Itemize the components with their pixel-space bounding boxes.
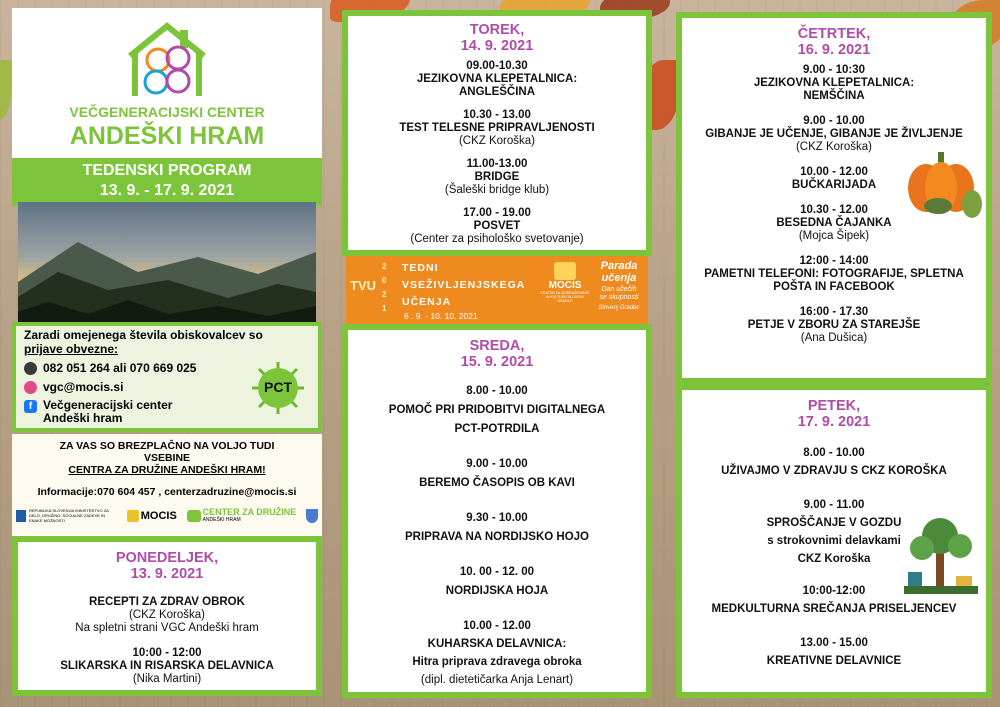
email-icon bbox=[24, 381, 37, 394]
tuesday-event: 09.00-10.30 JEZIKOVNA KLEPETALNICA: ANGLEŠČINA bbox=[416, 60, 578, 98]
phone-number[interactable]: 082 051 264 ali 070 669 025 bbox=[43, 361, 197, 375]
wednesday-event: 10. 00 - 12. 00 NORDIJSKA HOJA bbox=[445, 566, 549, 597]
pct-badge-text: PCT bbox=[264, 379, 292, 395]
mocis-logo: MOCIS bbox=[127, 510, 177, 522]
family-logo-icon bbox=[187, 510, 201, 522]
thursday-event: 9.00 - 10.00 GIBANJE JE UČENJE, GIBANJE JE ŽIVLJENJE (CKZ Koroška) bbox=[705, 115, 963, 153]
mocis-logo-icon bbox=[127, 510, 139, 522]
monday-day: PONEDELJEK, bbox=[115, 550, 219, 566]
parada-logo: Parada učenja Dan učečih se skupnosti Slovenj Gradec bbox=[598, 260, 640, 311]
brand-line-2: ANDEŠKI HRAM bbox=[69, 122, 265, 150]
tuesday-event: 17.00 - 19.00 POSVET (Center za psihološko svetovanje) bbox=[410, 207, 584, 245]
year-digits: 2 0 2 1 bbox=[382, 262, 387, 313]
program-title: TEDENSKI PROGRAM bbox=[82, 162, 252, 179]
mocis-banner-logo: MOCIS CENTER ZA IZOBRAŽEVANJE IN KULTURO SLOVENJ GRADEC bbox=[540, 262, 590, 303]
friday-event: 9.00 - 11.00 SPROŠČANJE V GOZDU s strokovnimi delavkami CKZ Koroška bbox=[766, 499, 902, 565]
facebook-line-1: Večgeneracijski center bbox=[43, 398, 173, 412]
phone-icon bbox=[24, 362, 37, 375]
monday-card bbox=[12, 536, 322, 696]
sponsor-logos bbox=[12, 508, 322, 523]
friday-day: PETEK, bbox=[807, 398, 861, 414]
facebook-icon: f bbox=[24, 400, 37, 413]
program-dates: 13. 9. - 17. 9. 2021 bbox=[99, 182, 235, 199]
slovenia-crest-icon bbox=[16, 510, 26, 522]
brand-line-1: VEČGENERACIJSKI CENTER bbox=[69, 104, 265, 120]
pct-virus-icon bbox=[252, 362, 304, 414]
wednesday-event: 8.00 - 10.00 POMOČ PRI PRIDOBITVI DIGITALNEGA PCT-POTRDILA bbox=[388, 385, 606, 435]
thursday-card bbox=[676, 12, 992, 384]
wednesday-day: SREDA, bbox=[469, 338, 525, 354]
tuesday-date: 14. 9. 2021 bbox=[460, 38, 534, 54]
municipality-crest-icon bbox=[306, 509, 318, 523]
wednesday-date: 15. 9. 2021 bbox=[460, 354, 534, 370]
thursday-event: 16:00 - 17.30 PETJE V ZBORU ZA STAREJŠE (Ana Dušica) bbox=[747, 306, 921, 344]
tvu-dates: 6 . 9. - 10. 10. 2021 bbox=[404, 311, 478, 321]
free-line-2: VSEBINE bbox=[143, 452, 191, 464]
monday-event: 10:00 - 12:00 SLIKARSKA IN RISARSKA DELAVNICA (Nika Martini) bbox=[60, 647, 274, 685]
ministry-logo: REPUBLIKA SLOVENIJA MINISTRSTVO ZA DELO, DRUŽINO, SOCIALNE ZADEVE IN ENAKE MOŽNOSTI bbox=[16, 508, 117, 523]
contact-box bbox=[12, 322, 322, 432]
monday-date: 13. 9. 2021 bbox=[130, 566, 204, 582]
facebook-link[interactable] bbox=[43, 399, 172, 425]
wednesday-event: 10.00 - 12.00 KUHARSKA DELAVNICA: Hitra priprava zdravega obroka (dipl. dietetičarka Anja Lenart) bbox=[412, 620, 582, 686]
mountain-photo bbox=[18, 202, 316, 322]
thursday-event: 10.30 - 12.00 BESEDNA ČAJANKA (Mojca Šipek) bbox=[776, 204, 892, 242]
notice-line-2: prijave obvezne: bbox=[24, 342, 119, 356]
wednesday-event: 9.30 - 10.00 PRIPRAVA NA NORDIJSKO HOJO bbox=[404, 512, 590, 543]
friday-event: 8.00 - 10.00 UŽIVAJMO V ZDRAVJU S CKZ KOROŠKA bbox=[721, 447, 947, 477]
free-line-1: ZA VAS SO BREZPLAČNO NA VOLJO TUDI bbox=[59, 440, 275, 452]
program-band bbox=[12, 158, 322, 206]
friday-date: 17. 9. 2021 bbox=[797, 414, 871, 430]
tuesday-event: 11.00-13.00 BRIDGE (Šaleški bridge klub) bbox=[444, 158, 550, 196]
thursday-event: 10.00 - 12.00 BUČKARIJADA bbox=[791, 166, 877, 191]
tuesday-card bbox=[342, 10, 652, 256]
wednesday-event: 9.00 - 10.00 BEREMO ČASOPIS OB KAVI bbox=[419, 458, 575, 489]
free-content-box bbox=[12, 434, 322, 536]
thursday-event: 12:00 - 14:00 PAMETNI TELEFONI: FOTOGRAFIJE, SPLETNA POŠTA IN FACEBOOK bbox=[704, 255, 964, 293]
tvu-banner bbox=[346, 256, 648, 324]
free-line-3: CENTRA ZA DRUŽINE ANDEŠKI HRAM! bbox=[68, 464, 266, 476]
facebook-line-2: Andeški hram bbox=[43, 411, 123, 425]
info-line: Informacije:070 604 457 , centerzadruzine@mocis.si bbox=[37, 486, 297, 498]
house-logo bbox=[124, 18, 210, 98]
thursday-event: 9.00 - 10:30 JEZIKOVNA KLEPETALNICA: NEMŠČINA bbox=[753, 64, 915, 102]
friday-card bbox=[676, 384, 992, 698]
tuesday-day: TOREK, bbox=[469, 22, 525, 38]
tuesday-event: 10.30 - 13.00 TEST TELESNE PRIPRAVLJENOSTI (CKZ Koroška) bbox=[399, 109, 595, 147]
autumn-leaf-decoration bbox=[0, 60, 12, 120]
mocis-banner-icon bbox=[554, 262, 576, 280]
wednesday-card bbox=[342, 324, 652, 698]
pumpkin-icon bbox=[906, 148, 986, 218]
friday-event: 13.00 - 15.00 KREATIVNE DELAVNICE bbox=[766, 637, 902, 667]
center-families-logo: CENTER ZA DRUŽINE ANDEŠKI HRAM bbox=[187, 508, 297, 523]
tvu-logo: TVU bbox=[350, 278, 376, 293]
header-card bbox=[12, 8, 322, 158]
notice-line-1: Zaradi omejenega števila obiskovalcev so bbox=[24, 328, 263, 342]
email-address[interactable]: vgc@mocis.si bbox=[43, 380, 124, 394]
tvu-title: TEDNI VSEŽIVLJENJSKEGA UČENJA bbox=[402, 262, 526, 308]
thursday-date: 16. 9. 2021 bbox=[797, 42, 871, 58]
thursday-day: ČETRTEK, bbox=[797, 26, 871, 42]
friday-event: 10:00-12:00 MEDKULTURNA SREČANJA PRISELJENCEV bbox=[711, 585, 957, 615]
monday-event: RECEPTI ZA ZDRAV OBROK (CKZ Koroška) Na spletni strani VGC Andeški hram bbox=[75, 596, 259, 634]
tree-reading-icon bbox=[898, 516, 984, 596]
left-column bbox=[12, 8, 322, 698]
